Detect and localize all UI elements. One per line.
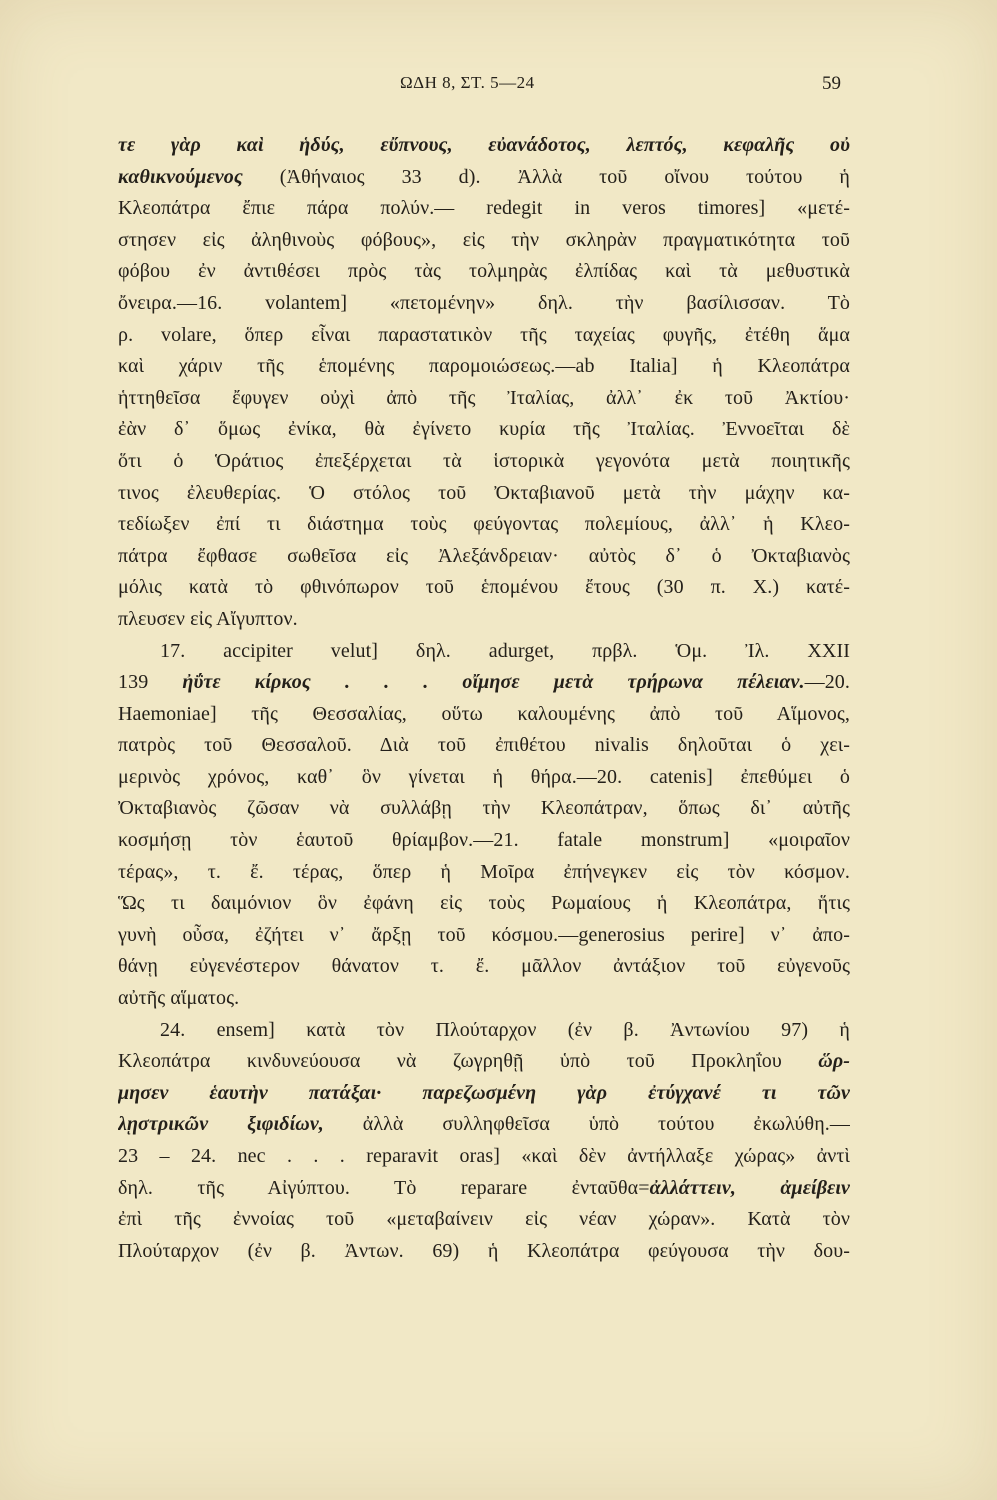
text-line	[118, 162, 850, 194]
text-run: 17. accipiter velut] δηλ. adurget, πρβλ. Ὁμ. Ἰλ. XXII	[160, 639, 850, 662]
text-line	[118, 130, 850, 162]
text-line	[118, 1015, 850, 1047]
page-number: 59	[822, 73, 841, 94]
text-line	[118, 857, 850, 889]
text-line	[118, 446, 850, 478]
text-run: (Ἀθήναιος 33 d). Ἀλλὰ τοῦ οἴνου τούτου ἡ	[242, 165, 850, 188]
text-run: 139	[118, 671, 183, 694]
commentary-text	[118, 130, 850, 1267]
text-run: Κλεοπάτρα ἔπιε πάρα πολύν.— redegit in veros timores] «μετέ-	[118, 197, 850, 220]
text-line	[118, 509, 850, 541]
text-line	[118, 793, 850, 825]
text-line	[118, 1109, 850, 1141]
text-run: στησεν εἰς ἀληθινοὺς φόβους», εἰς τὴν σκληρὰν πραγματικότητα τοῦ	[118, 228, 850, 251]
running-title: ΩΔΗ 8, ΣΤ. 5—24	[400, 73, 535, 92]
text-line	[118, 572, 850, 604]
text-line	[118, 825, 850, 857]
text-line	[118, 1173, 850, 1205]
greek-quote: τε γὰρ καὶ ἡδύς, εὔπνους, εὐανάδοτος, λεπτός, κεφαλῆς οὐ	[118, 134, 850, 156]
greek-quote: λῃστρικῶν ξιφιδίων,	[118, 1113, 324, 1136]
text-line	[118, 604, 850, 636]
greek-quote: μησεν ἑαυτὴν πατάξαι· παρεζωσμένη γὰρ ἐτύγχανέ τι τῶν	[118, 1081, 850, 1104]
text-line	[118, 1236, 850, 1268]
text-run: Haemoniae] τῆς Θεσσαλίας, οὕτω καλουμένης ἀπὸ τοῦ Αἵμονος,	[118, 702, 850, 725]
greek-quote: καθικνούμενος	[118, 165, 243, 188]
text-run: μερινὸς χρόνος, καθ᾽ ὃν γίνεται ἡ θήρα.—20. catenis] ἐπεθύμει ὁ	[118, 765, 850, 788]
text-run: πλευσεν εἰς Αἴγυπτον.	[118, 607, 298, 630]
text-line	[118, 193, 850, 225]
text-line	[118, 699, 850, 731]
text-line	[118, 1141, 850, 1173]
text-run: κοσμήσῃ τὸν ἑαυτοῦ θρίαμβον.—21. fatale monstrum] «μοιραῖον	[118, 829, 850, 852]
text-run: αὐτῆς αἵματος.	[118, 987, 240, 1010]
text-line	[118, 762, 850, 794]
greek-quote: ἀλλάττειν, ἀμείβειν	[649, 1176, 850, 1199]
text-run: 23 – 24. nec . . . reparavit oras] «καὶ δὲν ἀντήλλαξε χώρας» ἀντὶ	[118, 1145, 850, 1167]
text-run: ρ. volare, ὅπερ εἶναι παραστατικὸν τῆς ταχείας φυγῆς, ἐτέθη ἅμα	[118, 323, 850, 346]
text-line	[118, 983, 850, 1015]
text-line	[118, 636, 850, 668]
text-run: καὶ χάριν τῆς ἑπομένης παρομοιώσεως.—ab Italia] ἡ Κλεοπάτρα	[118, 355, 850, 378]
text-line	[118, 320, 850, 352]
text-run: ἐπὶ τῆς ἐννοίας τοῦ «μεταβαίνειν εἰς νέαν χώραν». Κατὰ τὸν	[118, 1208, 850, 1231]
text-line	[118, 920, 850, 952]
text-run: πατρὸς τοῦ Θεσσαλοῦ. Διὰ τοῦ ἐπιθέτου nivalis δηλοῦται ὁ χει-	[118, 734, 850, 757]
text-run: τινος ἐλευθερίας. Ὁ στόλος τοῦ Ὀκταβιανοῦ μετὰ τὴν μάχην κα-	[118, 481, 850, 504]
text-line	[118, 478, 850, 510]
text-line	[118, 225, 850, 257]
text-run: θάνῃ εὐγενέστερον θάνατον τ. ἔ. μᾶλλον ἀντάξιον τοῦ εὐγενοῦς	[118, 955, 850, 978]
text-run: Κλεοπάτρα κινδυνεύουσα νὰ ζωγρηθῇ ὑπὸ τοῦ Προκληΐου	[118, 1050, 819, 1073]
text-run: Ὥς τι δαιμόνιον ὃν ἐφάνη εἰς τοὺς Ρωμαίους ἡ Κλεοπάτρα, ἥτις	[118, 892, 850, 915]
text-run: ἡττηθεῖσα ἔφυγεν οὐχὶ ἀπὸ τῆς Ἰταλίας, ἀλλ᾽ ἐκ τοῦ Ἀκτίου·	[118, 386, 850, 409]
text-run: Ὀκταβιανὸς ζῶσαν νὰ συλλάβῃ τὴν Κλεοπάτραν, ὅπως δι᾽ αὐτῆς	[118, 797, 850, 820]
text-line	[118, 541, 850, 573]
text-run: ὅτι ὁ Ὁράτιος ἐπεξέρχεται τὰ ἱστορικὰ γεγονότα μετὰ ποιητικῆς	[118, 449, 850, 472]
text-run: μόλις κατὰ τὸ φθινόπωρον τοῦ ἑπομένου ἔτους (30 π. Χ.) κατέ-	[118, 576, 850, 599]
text-run: ἀλλὰ συλληφθεῖσα ὑπὸ τούτου ἐκωλύθη.—	[323, 1113, 850, 1136]
text-run: ὄνειρα.—16. volantem] «πετομένην» δηλ. τὴν βασίλισσαν. Τὸ	[118, 291, 850, 314]
text-line	[118, 414, 850, 446]
text-line	[118, 730, 850, 762]
text-line	[118, 951, 850, 983]
text-run: πάτρα ἔφθασε σωθεῖσα εἰς Ἀλεξάνδρειαν· αὐτὸς δ᾽ ὁ Ὀκταβιανὸς	[118, 544, 850, 567]
text-run: δηλ. τῆς Αἰγύπτου. Τὸ reparare ἐνταῦθα=	[118, 1176, 650, 1199]
text-run: φόβου ἐν ἀντιθέσει πρὸς τὰς τολμηρὰς ἐλπίδας καὶ τὰ μεθυστικὰ	[118, 260, 850, 283]
text-line	[118, 256, 850, 288]
text-run: ἐὰν δ᾽ ὅμως ἐνίκα, θὰ ἐγίνετο κυρία τῆς Ἰταλίας. Ἐννοεῖται δὲ	[118, 418, 850, 441]
text-line	[118, 1046, 850, 1078]
text-line	[118, 1078, 850, 1110]
text-line	[118, 288, 850, 320]
greek-quote: ὥρ-	[818, 1050, 850, 1073]
greek-quote: ἠΰτε κίρκος . . . οἴμησε μετὰ τρήρωνα πέλειαν.	[182, 671, 805, 694]
text-run: τέρας», τ. ἔ. τέρας, ὅπερ ἡ Μοῖρα ἐπήνεγκεν εἰς τὸν κόσμον.	[118, 860, 850, 883]
text-line	[118, 351, 850, 383]
text-run: Πλούταρχον (ἐν β. Ἀντων. 69) ἡ Κλεοπάτρα φεύγουσα τὴν δου-	[118, 1239, 850, 1262]
text-line	[118, 667, 850, 699]
text-run: 24. ensem] κατὰ τὸν Πλούταρχον (ἐν β. Ἀντωνίου 97) ἡ	[160, 1018, 850, 1041]
text-run: γυνὴ οὖσα, ἐζήτει ν᾽ ἄρξῃ τοῦ κόσμου.—generosius perire] ν᾽ ἀπο-	[118, 923, 850, 946]
text-line	[118, 888, 850, 920]
text-run: —20.	[804, 671, 850, 694]
text-run: τεδίωξεν ἐπί τι διάστημα τοὺς φεύγοντας πολεμίους, ἀλλ᾽ ἡ Κλεο-	[118, 513, 850, 536]
text-line	[118, 383, 850, 415]
text-line	[118, 1204, 850, 1236]
